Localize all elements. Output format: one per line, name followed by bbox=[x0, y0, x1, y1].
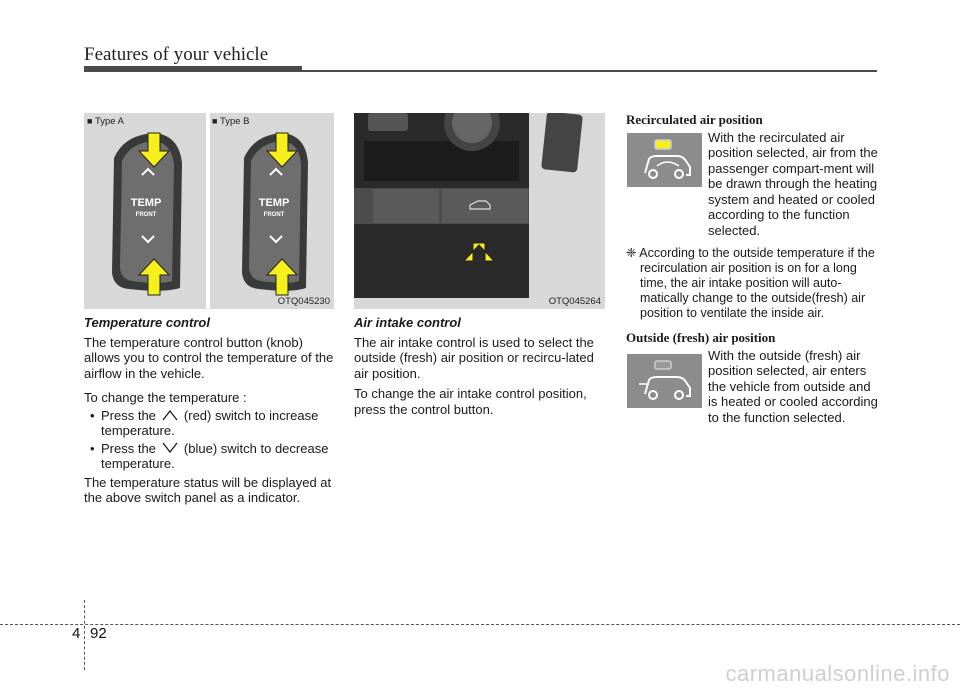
svg-text:TEMP: TEMP bbox=[258, 197, 290, 209]
air-intake-section bbox=[354, 315, 605, 417]
temp-switch-figure bbox=[84, 113, 334, 309]
section-title: Features of your vehicle bbox=[84, 44, 269, 65]
air-intake-figure bbox=[354, 113, 605, 309]
air-intake-paragraph-2: To change the air intake control position, press the control button. bbox=[354, 386, 587, 417]
fresh-air-heading: Outside (fresh) air position bbox=[626, 330, 776, 345]
temp-knob-illustration bbox=[84, 113, 334, 309]
temp-bullet-increase: • Press the (red) switch to increase temperature. bbox=[90, 407, 319, 438]
type-b-label: ■ Type B bbox=[212, 116, 250, 127]
temperature-control-heading: Temperature control bbox=[84, 315, 210, 330]
up-chevron-icon bbox=[161, 408, 179, 422]
watermark: carmanualsonline.info bbox=[725, 661, 950, 686]
down-chevron-icon bbox=[161, 441, 179, 455]
page-number: 92 bbox=[90, 625, 107, 642]
temperature-control-section bbox=[84, 315, 334, 506]
type-a-label: ■ Type A bbox=[87, 116, 124, 127]
temp-paragraph-3: The temperature status will be displayed at the above switch panel as a indicator. bbox=[84, 474, 332, 505]
temp-bullet-decrease: • Press the (blue) switch to decrease temperature. bbox=[90, 440, 329, 471]
temp-paragraph-1: The temperature control button (knob) allows you to control the temperature of the airflow in the vehicle. bbox=[84, 334, 334, 381]
air-intake-panel-illustration bbox=[354, 113, 605, 309]
air-intake-paragraph-1: The air intake control is used to select the outside (fresh) air position or recircu-lated air position. bbox=[354, 334, 594, 381]
svg-text:TEMP: TEMP bbox=[130, 197, 162, 209]
svg-text:FRONT: FRONT bbox=[135, 212, 157, 218]
recirculation-note: ❈ According to the outside temperature if the recirculation air position is on for a long time, the air intake position will auto-matically change to the outside(fresh) air position to ventilate the inside air. bbox=[626, 246, 875, 320]
fresh-air-text: With the outside (fresh) air position selected, air enters the vehicle from outside and is heated or cooled according to the function selected. bbox=[708, 347, 878, 425]
figure-code: OTQ045264 bbox=[548, 296, 601, 307]
recirculated-text: With the recirculated air position selected, air from the passenger compart-ment will be drawn through the heating system and heated or cooled according to the function selected. bbox=[708, 129, 878, 238]
temp-paragraph-2: To change the temperature : bbox=[84, 390, 247, 405]
recirculated-heading: Recirculated air position bbox=[626, 112, 763, 127]
footer-divider bbox=[84, 600, 85, 670]
fresh-air-icon bbox=[627, 354, 702, 408]
temp-switch-type-a bbox=[112, 133, 182, 295]
header-bar bbox=[84, 66, 302, 72]
air-intake-heading: Air intake control bbox=[354, 315, 461, 330]
temp-switch-type-b bbox=[242, 133, 308, 295]
chapter-number: 4 bbox=[72, 625, 81, 642]
header-rule bbox=[302, 70, 877, 72]
footer-rule bbox=[0, 624, 960, 625]
svg-text:FRONT: FRONT bbox=[263, 212, 285, 218]
recirculation-icon bbox=[627, 133, 702, 187]
figure-code: OTQ045230 bbox=[277, 296, 330, 307]
